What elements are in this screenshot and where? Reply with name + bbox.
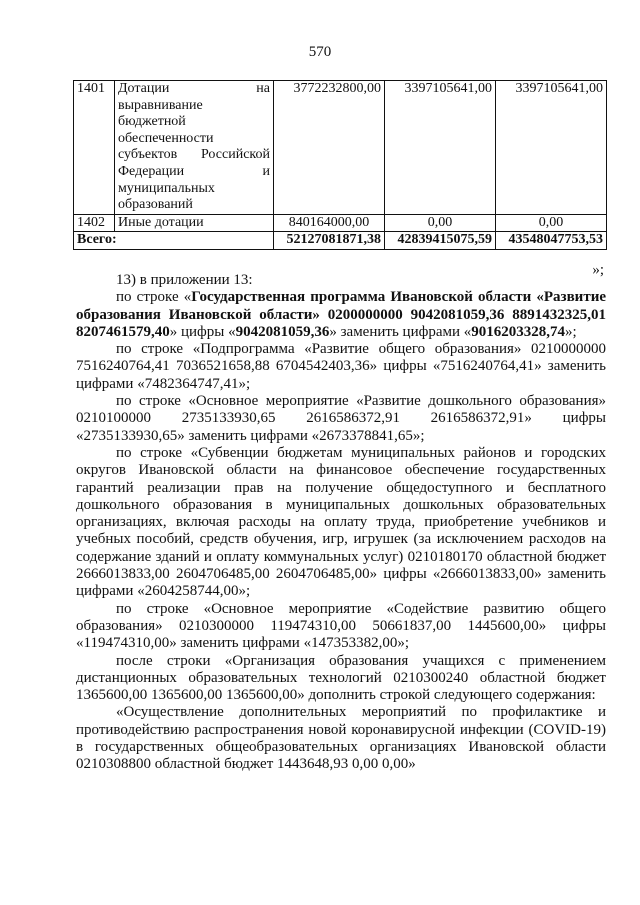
budget-table: [73, 80, 607, 250]
text-run: 13) в приложении 13:: [116, 272, 253, 288]
amendment-paragraph: [76, 445, 606, 601]
text-run: по строке «Субвенции бюджетам муниципальных районов и городских округов Ивановской области на финансовое обеспечение государственных гарантий реализации прав на получение общедоступного и бесплатного дошкольного образования в муниципальных дошкольных образовательных организациях, включая расходы на оплату труда, приобретение учебников и учебных пособий, средств обучения, игр, игрушек (за исключением расходов на содержание зданий и оплату коммунальных услуг) 0210180170 областной бюджет 2666013833,00 2604706485,00 2604706485,00» цифры «2666013833,00» заменить цифрами «2604258744,00»;: [76, 444, 606, 600]
page-number: 570: [308, 44, 332, 60]
text-run: «Осуществление дополнительных мероприятий по профилактике и противодействию распространения новой коронавирусной инфекции (COVID-19) в государственных общеобразовательных организациях Ивановской области 0210308800 областной бюджет 1443648,93 0,00 0,00»: [76, 704, 606, 773]
total-amount-1: 52127081871,38: [274, 232, 385, 250]
amendment-text: [76, 272, 606, 774]
amendment-paragraph: [76, 601, 606, 653]
amendment-paragraph: [76, 704, 606, 773]
amendment-paragraph: [76, 341, 606, 393]
bold-text: 9016203328,74: [471, 323, 565, 340]
text-run: по строке «Основное мероприятие «Содействие развитию общего образования» 0210300000 119474310,00 50661837,00 1445600,00» цифры «119474310,00» заменить цифрами «147353382,00»;: [76, 600, 606, 652]
text-run: по строке «Основное мероприятие «Развитие дошкольного образования» 0210100000 2735133930,65 2616586372,91 2616586372,91» цифры «2735133930,65» заменить цифрами «2673378841,65»;: [76, 393, 606, 444]
row-code: 1402: [74, 214, 115, 232]
text-run: » заменить цифрами «: [329, 323, 472, 340]
total-row: [74, 232, 607, 250]
bold-text: 9042081059,36: [235, 323, 330, 340]
text-run: по строке «: [116, 289, 192, 306]
row-amount-3: 3397105641,00: [496, 81, 607, 215]
row-amount-3: 0,00: [496, 214, 607, 232]
text-run: » цифры «: [169, 323, 236, 340]
text-run: после строки «Организация образования учащихся с применением дистанционных образовательных технологий 0210300240 областной бюджет 1365600,00 1365600,00 1365600,00» дополнить строкой следующего содержания:: [76, 652, 606, 704]
section-heading: [76, 272, 606, 289]
row-amount-2: 3397105641,00: [385, 81, 496, 215]
text-run: »;: [565, 323, 577, 340]
total-amount-3: 43548047753,53: [496, 232, 607, 250]
table-row: [74, 214, 607, 232]
amendment-paragraph: [76, 653, 606, 705]
text-run: по строке «Подпрограмма «Развитие общего образования» 0210000000 7516240764,41 7036521658,88 6704542403,36» цифры «7516240764,41» заменить цифрами «7482364747,41»;: [76, 341, 606, 392]
row-name: Иные дотации: [115, 214, 274, 232]
table-row: [74, 81, 607, 215]
row-amount-1: 3772232800,00: [274, 81, 385, 215]
amendment-paragraph: [76, 393, 606, 445]
total-label: Всего:: [74, 232, 274, 250]
total-amount-2: 42839415075,59: [385, 232, 496, 250]
amendment-paragraph: [76, 289, 606, 341]
row-amount-1: 840164000,00: [274, 214, 385, 232]
bold-text: Государственная программа Ивановской области «Развитие образования Ивановской области» 0200000000 9042081059,36 8891432325,01 8207461579,40: [76, 289, 606, 340]
row-code: 1401: [74, 81, 115, 215]
row-name: Дотации на выравнивание бюджетной обеспеченности субъектов Российской Федерации и муниципальных образований: [115, 81, 274, 215]
row-amount-2: 0,00: [385, 214, 496, 232]
closing-quote-mark: »;: [592, 262, 604, 278]
